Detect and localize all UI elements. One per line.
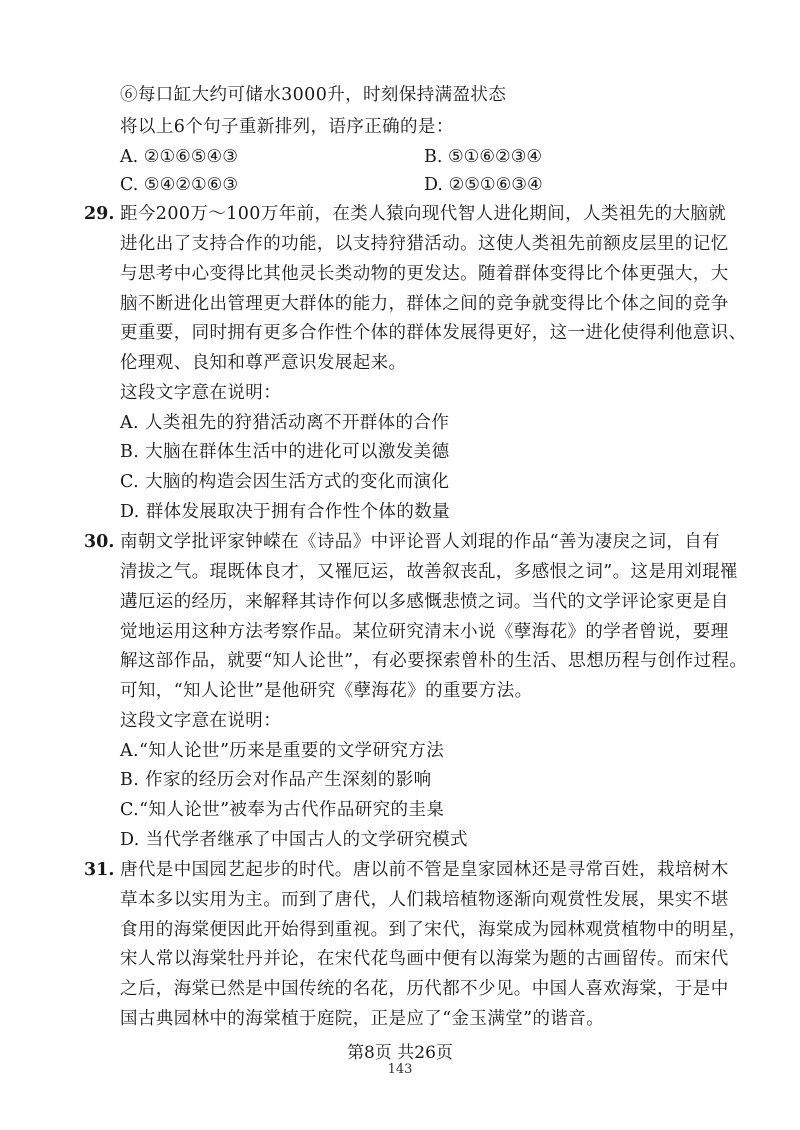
q29-line: 更重要，同时拥有更多合作性个体的群体发展得更好，这一进化使得利他意识、 [120,323,747,343]
q30-line: 南朝文学批评家钟嵘在《诗品》中评论晋人刘琨的作品“善为凄戾之词，自有 [120,532,721,552]
q29-prompt: 这段文字意在说明： [120,383,282,403]
q28-option-a: A. ②①⑥⑤④③ [120,147,238,167]
q30-option-d: D. 当代学者继承了中国古人的文学研究模式 [120,830,468,850]
q29-option-d: D. 群体发展取决于拥有合作性个体的数量 [120,502,451,522]
q30-option-a: A.“知人论世”历来是重要的文学研究方法 [120,741,445,761]
q30-line: 清拔之气。琨既体良才，又罹厄运，故善叙丧乱，多感恨之词”。这是用刘琨罹 [120,562,738,582]
q31-line: 国古典园林中的海棠植于庭院，正是应了“金玉满堂”的谐音。 [120,1009,605,1029]
q29-line: 进化出了支持合作的功能，以支持狩猎活动。这使人类祖先前额皮层里的记忆 [120,234,729,254]
page-footer: 第8页 共26页 [347,1043,453,1063]
q30-line: 解这部作品，就要“知人论世”，有必要探索曾朴的生活、思想历程与创作过程。 [120,651,748,671]
q29-number: 29. [84,204,115,224]
q28-option-b: B. ⑤①⑥②③④ [424,147,543,167]
q31-line: 之后，海棠已然是中国传统的名花，历代都不少见。中国人喜欢海棠，于是中 [120,979,729,999]
q28-option-c: C. ⑤④②①⑥③ [120,175,239,195]
q28-sentence-6: ⑥每口缸大约可储水3000升，时刻保持满盈状态 [120,85,507,105]
q30-line: 觉地运用这种方法考察作品。某位研究清末小说《孽海花》的学者曾说，要理 [120,622,729,642]
q29-option-b: B. 大脑在群体生活中的进化可以激发美德 [120,442,450,462]
q31-line: 唐代是中国园艺起步的时代。唐以前不管是皇家园林还是寻常百姓，栽培树木 [120,860,729,880]
q29-line: 脑不断进化出管理更大群体的能力，群体之间的竞争就变得比个体之间的竞争 [120,294,729,314]
q30-line: 遘厄运的经历，来解释其诗作何以多感慨悲愤之词。当代的文学评论家更是自 [120,592,729,612]
q28-prompt: 将以上6个句子重新排列，语序正确的是： [120,117,454,137]
q30-prompt: 这段文字意在说明： [120,711,282,731]
q30-option-b: B. 作家的经历会对作品产生深刻的影响 [120,770,432,790]
q29-line: 与思考中心变得比其他灵长类动物的更发达。随着群体变得比个体更强大，大 [120,264,729,284]
q28-option-d: D. ②⑤①⑥③④ [424,175,543,195]
q31-line: 草本多以实用为主。而到了唐代，人们栽培植物逐渐向观赏性发展，果实不堪 [120,890,729,910]
q29-line: 伦理观、良知和尊严意识发展起来。 [120,353,407,373]
q29-option-a: A. 人类祖先的狩猎活动离不开群体的合作 [120,413,450,433]
page-number: 143 [387,1062,413,1077]
q31-line: 宋人常以海棠牡丹并论，在宋代花鸟画中便有以海棠为题的古画留传。而宋代 [120,949,729,969]
q31-line: 食用的海棠便因此开始得到重视。到了宋代，海棠成为园林观赏植物中的明星， [120,920,747,940]
q29-option-c: C. 大脑的构造会因生活方式的变化而演化 [120,472,450,492]
q30-option-c: C.“知人论世”被奉为古代作品研究的圭臬 [120,800,445,820]
q29-line: 距今200万～100万年前，在类人猿向现代智人进化期间，人类祖先的大脑就 [120,204,727,224]
q30-number: 30. [84,532,115,552]
q31-number: 31. [84,860,115,880]
q30-line: 可知，“知人论世”是他研究《孽海花》的重要方法。 [120,681,533,701]
